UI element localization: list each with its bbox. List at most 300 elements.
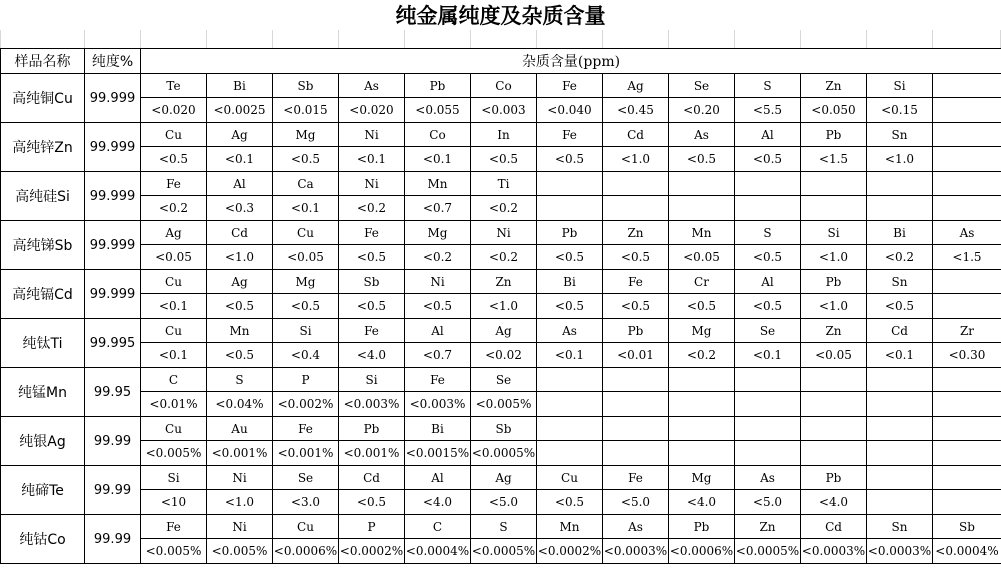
sample-row xyxy=(1,74,1001,98)
impurity-value-cell[interactable]: <0.5 xyxy=(735,147,801,172)
element-cell[interactable] xyxy=(669,172,735,196)
element-cell[interactable]: Pb xyxy=(603,319,669,343)
impurity-value-cell[interactable]: <0.001% xyxy=(339,441,405,466)
element-cell[interactable] xyxy=(537,417,603,441)
impurity-value-cell[interactable] xyxy=(735,392,801,417)
impurity-value-cell[interactable] xyxy=(933,490,1001,515)
impurity-value-cell[interactable]: <0.2 xyxy=(405,245,471,270)
impurity-value-cell[interactable]: <0.001% xyxy=(207,441,273,466)
impurity-value-cell[interactable]: <0.0005% xyxy=(735,539,801,564)
element-cell[interactable]: Fe xyxy=(141,515,207,539)
element-cell[interactable] xyxy=(933,270,1001,294)
impurity-value-cell[interactable]: <0.5 xyxy=(537,490,603,515)
value-row xyxy=(1,98,1001,123)
impurity-value-cell[interactable]: <0.1 xyxy=(537,343,603,368)
impurity-value-cell[interactable]: <1.0 xyxy=(207,490,273,515)
sample-name-cell[interactable]: 纯钛Ti xyxy=(1,319,85,368)
element-cell[interactable]: Fe xyxy=(405,368,471,392)
element-cell[interactable]: Zn xyxy=(603,221,669,245)
element-cell[interactable]: Sn xyxy=(867,270,933,294)
impurity-value-cell[interactable] xyxy=(669,196,735,221)
impurity-value-cell[interactable] xyxy=(537,441,603,466)
impurity-value-cell[interactable] xyxy=(933,441,1001,466)
value-row xyxy=(1,343,1001,368)
impurity-value-cell[interactable]: <0.5 xyxy=(471,147,537,172)
element-cell[interactable]: As xyxy=(735,466,801,490)
impurity-value-cell[interactable] xyxy=(669,392,735,417)
element-cell[interactable] xyxy=(933,417,1001,441)
element-cell[interactable]: Sb xyxy=(273,74,339,98)
element-cell[interactable]: Bi xyxy=(537,270,603,294)
element-cell[interactable]: Fe xyxy=(339,319,405,343)
element-cell[interactable] xyxy=(867,417,933,441)
impurity-value-cell[interactable] xyxy=(801,196,867,221)
purity-cell[interactable]: 99.999 xyxy=(85,221,141,270)
element-cell[interactable]: Se xyxy=(735,319,801,343)
impurity-value-cell[interactable]: <0.5 xyxy=(207,343,273,368)
impurity-value-cell[interactable] xyxy=(867,441,933,466)
impurity-value-cell[interactable]: <1.0 xyxy=(471,294,537,319)
impurity-value-cell[interactable]: <0.5 xyxy=(339,245,405,270)
impurity-value-cell[interactable]: <0.5 xyxy=(273,147,339,172)
element-cell[interactable] xyxy=(933,74,1001,98)
element-cell[interactable]: Ni xyxy=(207,466,273,490)
purity-cell[interactable]: 99.999 xyxy=(85,172,141,221)
sample-row xyxy=(1,466,1001,490)
impurity-value-cell[interactable]: <0.1 xyxy=(735,343,801,368)
element-cell[interactable] xyxy=(933,123,1001,147)
impurity-value-cell[interactable]: <0.1 xyxy=(867,343,933,368)
impurity-value-cell[interactable]: <0.5 xyxy=(537,147,603,172)
purity-header[interactable]: 纯度% xyxy=(85,49,141,74)
impurity-value-cell[interactable] xyxy=(735,196,801,221)
impurity-value-cell[interactable]: <0.0003% xyxy=(603,539,669,564)
impurity-value-cell[interactable]: <0.2 xyxy=(141,196,207,221)
element-cell[interactable]: Cu xyxy=(141,123,207,147)
impurity-value-cell[interactable] xyxy=(801,441,867,466)
element-cell[interactable] xyxy=(537,172,603,196)
element-cell[interactable]: Pb xyxy=(801,123,867,147)
element-cell[interactable] xyxy=(603,172,669,196)
element-cell[interactable]: Cu xyxy=(273,515,339,539)
impurity-value-cell[interactable]: <1.0 xyxy=(867,147,933,172)
impurity-value-cell[interactable]: <0.003 xyxy=(471,98,537,123)
element-cell[interactable]: Fe xyxy=(339,221,405,245)
element-cell[interactable]: Co xyxy=(405,123,471,147)
impurity-value-cell[interactable]: <0.0025 xyxy=(207,98,273,123)
sample-name-cell[interactable]: 纯银Ag xyxy=(1,417,85,466)
element-cell[interactable]: Cr xyxy=(669,270,735,294)
element-cell[interactable]: C xyxy=(141,368,207,392)
impurity-value-cell[interactable]: <0.0002% xyxy=(339,539,405,564)
element-cell[interactable]: Ni xyxy=(405,270,471,294)
impurity-value-cell[interactable]: <0.001% xyxy=(273,441,339,466)
element-cell[interactable]: Te xyxy=(141,74,207,98)
element-cell[interactable]: Ag xyxy=(207,123,273,147)
impurity-value-cell[interactable]: <0.020 xyxy=(339,98,405,123)
element-cell[interactable]: Cu xyxy=(141,319,207,343)
impurity-value-cell[interactable]: <0.0005% xyxy=(471,441,537,466)
impurity-value-cell[interactable]: <0.15 xyxy=(867,98,933,123)
impurity-value-cell[interactable] xyxy=(933,294,1001,319)
impurity-value-cell[interactable]: <0.5 xyxy=(669,294,735,319)
element-cell[interactable]: Au xyxy=(207,417,273,441)
element-cell[interactable]: Mg xyxy=(273,270,339,294)
impurity-value-cell[interactable]: <0.2 xyxy=(471,196,537,221)
element-cell[interactable]: As xyxy=(537,319,603,343)
impurity-value-cell[interactable]: <0.050 xyxy=(801,98,867,123)
element-cell[interactable]: Mg xyxy=(405,221,471,245)
element-cell[interactable]: P xyxy=(339,515,405,539)
impurity-value-cell[interactable]: <0.04% xyxy=(207,392,273,417)
element-cell[interactable]: Zn xyxy=(735,515,801,539)
element-cell[interactable] xyxy=(933,368,1001,392)
purity-cell[interactable]: 99.999 xyxy=(85,123,141,172)
impurity-value-cell[interactable]: <4.0 xyxy=(339,343,405,368)
impurity-value-cell[interactable]: <0.005% xyxy=(207,539,273,564)
impurity-value-cell[interactable] xyxy=(867,196,933,221)
element-cell[interactable]: Cd xyxy=(603,123,669,147)
impurity-value-cell[interactable] xyxy=(933,392,1001,417)
element-cell[interactable]: Pb xyxy=(405,74,471,98)
element-cell[interactable]: Al xyxy=(405,466,471,490)
sample-row xyxy=(1,221,1001,245)
element-cell[interactable] xyxy=(933,172,1001,196)
element-cell[interactable] xyxy=(735,368,801,392)
sample-name-cell[interactable]: 纯碲Te xyxy=(1,466,85,515)
element-cell[interactable]: Se xyxy=(273,466,339,490)
element-cell[interactable] xyxy=(867,172,933,196)
impurity-value-cell[interactable]: <0.0006% xyxy=(669,539,735,564)
impurity-value-cell[interactable]: <0.5 xyxy=(207,294,273,319)
impurity-value-cell[interactable]: <0.5 xyxy=(537,294,603,319)
impurity-value-cell[interactable]: <0.2 xyxy=(471,245,537,270)
impurity-value-cell[interactable] xyxy=(537,196,603,221)
element-cell[interactable] xyxy=(669,417,735,441)
impurity-value-cell[interactable]: <4.0 xyxy=(801,490,867,515)
element-cell[interactable] xyxy=(801,172,867,196)
element-cell[interactable]: Cd xyxy=(801,515,867,539)
impurity-value-cell[interactable]: <0.1 xyxy=(141,343,207,368)
impurity-value-cell[interactable]: <1.5 xyxy=(933,245,1001,270)
element-cell[interactable]: Sb xyxy=(339,270,405,294)
impurity-value-cell[interactable]: <0.1 xyxy=(207,147,273,172)
impurity-value-cell[interactable]: <0.2 xyxy=(669,343,735,368)
impurity-value-cell[interactable]: <0.05 xyxy=(141,245,207,270)
impurity-value-cell[interactable] xyxy=(537,392,603,417)
element-cell[interactable]: Fe xyxy=(537,74,603,98)
element-cell[interactable]: Mn xyxy=(669,221,735,245)
impurity-value-cell[interactable]: <0.5 xyxy=(603,294,669,319)
impurity-value-cell[interactable] xyxy=(867,490,933,515)
element-cell[interactable]: As xyxy=(669,123,735,147)
impurity-value-cell[interactable] xyxy=(933,147,1001,172)
impurity-value-cell[interactable]: <0.040 xyxy=(537,98,603,123)
impurity-value-cell[interactable]: <0.1 xyxy=(141,294,207,319)
element-cell[interactable]: P xyxy=(273,368,339,392)
element-cell[interactable]: Cd xyxy=(339,466,405,490)
element-cell[interactable]: Cu xyxy=(273,221,339,245)
sample-name-cell[interactable]: 纯锰Mn xyxy=(1,368,85,417)
element-cell[interactable]: Mg xyxy=(273,123,339,147)
value-row xyxy=(1,245,1001,270)
element-cell[interactable]: Ni xyxy=(471,221,537,245)
element-cell[interactable]: Cd xyxy=(867,319,933,343)
element-cell[interactable]: Ni xyxy=(339,172,405,196)
header-row xyxy=(1,49,1001,74)
impurity-value-cell[interactable]: <0.5 xyxy=(735,245,801,270)
impurity-value-cell[interactable]: <0.003% xyxy=(339,392,405,417)
element-cell[interactable] xyxy=(933,466,1001,490)
impurity-value-cell[interactable]: <0.005% xyxy=(141,441,207,466)
element-cell[interactable]: Si xyxy=(141,466,207,490)
impurity-value-cell[interactable]: <0.0003% xyxy=(867,539,933,564)
element-cell[interactable]: Pb xyxy=(339,417,405,441)
impurity-value-cell[interactable] xyxy=(603,441,669,466)
impurity-value-cell[interactable]: <0.003% xyxy=(405,392,471,417)
element-cell[interactable]: As xyxy=(603,515,669,539)
impurity-value-cell[interactable]: <0.5 xyxy=(735,294,801,319)
impurity-value-cell[interactable]: <0.5 xyxy=(537,245,603,270)
value-row xyxy=(1,441,1001,466)
element-cell[interactable]: Zr xyxy=(933,319,1001,343)
element-cell[interactable]: C xyxy=(405,515,471,539)
sample-row xyxy=(1,515,1001,539)
element-cell[interactable] xyxy=(801,368,867,392)
impurity-value-cell[interactable]: <0.005% xyxy=(141,539,207,564)
sample-row xyxy=(1,270,1001,294)
element-cell[interactable] xyxy=(735,172,801,196)
impurity-value-cell[interactable]: <1.0 xyxy=(801,294,867,319)
element-cell[interactable]: Si xyxy=(273,319,339,343)
impurity-value-cell[interactable]: <1.0 xyxy=(207,245,273,270)
impurity-value-cell[interactable]: <4.0 xyxy=(669,490,735,515)
impurity-value-cell[interactable] xyxy=(867,392,933,417)
impurity-value-cell[interactable]: <0.002% xyxy=(273,392,339,417)
sample-row xyxy=(1,417,1001,441)
impurity-value-cell[interactable]: <0.1 xyxy=(405,147,471,172)
impurity-value-cell[interactable]: <1.0 xyxy=(603,147,669,172)
element-cell[interactable]: Ag xyxy=(207,270,273,294)
element-cell[interactable]: Ag xyxy=(141,221,207,245)
element-cell[interactable]: Si xyxy=(339,368,405,392)
element-cell[interactable] xyxy=(603,368,669,392)
element-cell[interactable]: Bi xyxy=(867,221,933,245)
element-cell[interactable]: S xyxy=(207,368,273,392)
element-cell[interactable]: Pb xyxy=(669,515,735,539)
element-cell[interactable]: Zn xyxy=(801,74,867,98)
impurity-value-cell[interactable] xyxy=(603,392,669,417)
sample-name-header[interactable]: 样品名称 xyxy=(1,49,85,74)
purity-cell[interactable]: 99.999 xyxy=(85,270,141,319)
impurity-value-cell[interactable]: <0.1 xyxy=(273,196,339,221)
impurity-value-cell[interactable] xyxy=(933,98,1001,123)
impurity-value-cell[interactable]: <5.0 xyxy=(735,490,801,515)
impurity-value-cell[interactable] xyxy=(735,441,801,466)
impurity-value-cell[interactable]: <0.5 xyxy=(405,294,471,319)
impurity-value-cell[interactable]: <0.2 xyxy=(867,245,933,270)
element-cell[interactable] xyxy=(669,368,735,392)
element-cell[interactable]: Si xyxy=(867,74,933,98)
element-cell[interactable]: Zn xyxy=(801,319,867,343)
impurity-value-cell[interactable]: <0.7 xyxy=(405,343,471,368)
impurity-value-cell[interactable]: <0.1 xyxy=(339,147,405,172)
element-cell[interactable]: Fe xyxy=(537,123,603,147)
impurity-value-cell[interactable]: <10 xyxy=(141,490,207,515)
impurity-value-cell[interactable]: <0.0004% xyxy=(405,539,471,564)
element-cell[interactable]: Zn xyxy=(471,270,537,294)
empty-grid-row xyxy=(0,30,1001,48)
impurity-value-cell[interactable]: <0.02 xyxy=(471,343,537,368)
impurity-header[interactable]: 杂质含量(ppm) xyxy=(141,49,1001,74)
impurity-value-cell[interactable]: <1.5 xyxy=(801,147,867,172)
purity-cell[interactable]: 99.99 xyxy=(85,466,141,515)
impurity-value-cell[interactable]: <1.0 xyxy=(801,245,867,270)
impurity-value-cell[interactable]: <0.20 xyxy=(669,98,735,123)
element-cell[interactable]: Bi xyxy=(405,417,471,441)
element-cell[interactable]: Sb xyxy=(471,417,537,441)
element-cell[interactable]: Sn xyxy=(867,515,933,539)
impurity-value-cell[interactable]: <0.5 xyxy=(669,147,735,172)
element-cell[interactable]: Pb xyxy=(537,221,603,245)
impurity-value-cell[interactable]: <0.5 xyxy=(141,147,207,172)
impurity-value-cell[interactable]: <0.3 xyxy=(207,196,273,221)
element-cell[interactable]: Ni xyxy=(339,123,405,147)
impurity-value-cell[interactable]: <0.01% xyxy=(141,392,207,417)
impurity-value-cell[interactable]: <0.055 xyxy=(405,98,471,123)
purity-cell[interactable]: 99.995 xyxy=(85,319,141,368)
element-cell[interactable]: Cd xyxy=(207,221,273,245)
value-row xyxy=(1,539,1001,564)
element-cell[interactable] xyxy=(735,417,801,441)
purity-cell[interactable]: 99.999 xyxy=(85,74,141,123)
element-cell[interactable]: Mg xyxy=(669,319,735,343)
element-cell[interactable]: Al xyxy=(207,172,273,196)
element-cell[interactable]: Ni xyxy=(207,515,273,539)
sample-row xyxy=(1,172,1001,196)
element-cell[interactable]: Cu xyxy=(141,417,207,441)
impurity-value-cell[interactable]: <0.0002% xyxy=(537,539,603,564)
purity-cell[interactable]: 99.95 xyxy=(85,368,141,417)
impurity-value-cell[interactable] xyxy=(801,392,867,417)
impurity-value-cell[interactable]: <0.30 xyxy=(933,343,1001,368)
element-cell[interactable]: S xyxy=(471,515,537,539)
impurity-value-cell[interactable]: <0.5 xyxy=(339,490,405,515)
element-cell[interactable]: Co xyxy=(471,74,537,98)
element-cell[interactable]: Al xyxy=(735,123,801,147)
impurity-table xyxy=(0,48,1001,564)
element-cell[interactable]: Ti xyxy=(471,172,537,196)
element-cell[interactable]: As xyxy=(339,74,405,98)
element-cell[interactable]: Pb xyxy=(801,466,867,490)
element-cell[interactable]: Ag xyxy=(471,319,537,343)
element-cell[interactable]: Fe xyxy=(273,417,339,441)
element-cell[interactable] xyxy=(603,417,669,441)
impurity-value-cell[interactable]: <0.45 xyxy=(603,98,669,123)
purity-cell[interactable]: 99.99 xyxy=(85,417,141,466)
element-cell[interactable]: Si xyxy=(801,221,867,245)
sample-name-cell[interactable]: 纯钴Co xyxy=(1,515,85,564)
impurity-value-cell[interactable]: <3.0 xyxy=(273,490,339,515)
impurity-value-cell[interactable]: <0.5 xyxy=(339,294,405,319)
element-cell[interactable]: Ag xyxy=(603,74,669,98)
element-cell[interactable] xyxy=(867,368,933,392)
impurity-value-cell[interactable] xyxy=(603,196,669,221)
impurity-value-cell[interactable]: <4.0 xyxy=(405,490,471,515)
element-cell[interactable]: In xyxy=(471,123,537,147)
impurity-value-cell[interactable]: <0.0003% xyxy=(801,539,867,564)
impurity-value-cell[interactable]: <0.0004% xyxy=(933,539,1001,564)
element-cell[interactable]: Mn xyxy=(537,515,603,539)
impurity-value-cell[interactable]: <0.2 xyxy=(339,196,405,221)
sample-name-cell[interactable]: 高纯硅Si xyxy=(1,172,85,221)
element-cell[interactable]: Cu xyxy=(141,270,207,294)
impurity-value-cell[interactable]: <0.5 xyxy=(603,245,669,270)
impurity-value-cell[interactable]: <0.05 xyxy=(801,343,867,368)
purity-cell[interactable]: 99.99 xyxy=(85,515,141,564)
sample-name-cell[interactable]: 高纯铜Cu xyxy=(1,74,85,123)
element-cell[interactable]: Fe xyxy=(141,172,207,196)
element-cell[interactable] xyxy=(867,466,933,490)
value-row xyxy=(1,147,1001,172)
element-cell[interactable]: Sb xyxy=(933,515,1001,539)
impurity-value-cell[interactable]: <0.020 xyxy=(141,98,207,123)
impurity-value-cell[interactable]: <0.5 xyxy=(867,294,933,319)
impurity-value-cell[interactable]: <0.0015% xyxy=(405,441,471,466)
impurity-value-cell[interactable]: <5.0 xyxy=(603,490,669,515)
impurity-value-cell[interactable]: <0.0005% xyxy=(471,539,537,564)
element-cell[interactable]: Fe xyxy=(603,270,669,294)
sample-name-cell[interactable]: 高纯锌Zn xyxy=(1,123,85,172)
sample-name-cell[interactable]: 高纯镉Cd xyxy=(1,270,85,319)
element-cell[interactable]: Sn xyxy=(867,123,933,147)
impurity-value-cell[interactable]: <0.015 xyxy=(273,98,339,123)
element-cell[interactable]: Ca xyxy=(273,172,339,196)
element-cell[interactable] xyxy=(537,368,603,392)
sample-row xyxy=(1,123,1001,147)
element-cell[interactable]: Fe xyxy=(603,466,669,490)
element-cell[interactable]: Al xyxy=(405,319,471,343)
impurity-value-cell[interactable]: <0.0006% xyxy=(273,539,339,564)
element-cell[interactable]: Pb xyxy=(801,270,867,294)
impurity-value-cell[interactable]: <5.0 xyxy=(471,490,537,515)
impurity-value-cell[interactable] xyxy=(669,441,735,466)
impurity-value-cell[interactable]: <0.4 xyxy=(273,343,339,368)
element-cell[interactable]: Bi xyxy=(207,74,273,98)
impurity-value-cell[interactable]: <0.01 xyxy=(603,343,669,368)
element-cell[interactable] xyxy=(801,417,867,441)
impurity-value-cell[interactable]: <0.05 xyxy=(669,245,735,270)
element-cell[interactable]: Mg xyxy=(669,466,735,490)
element-cell[interactable]: Mn xyxy=(207,319,273,343)
element-cell[interactable]: S xyxy=(735,221,801,245)
element-cell[interactable]: Ag xyxy=(471,466,537,490)
impurity-value-cell[interactable]: <0.5 xyxy=(273,294,339,319)
element-cell[interactable]: S xyxy=(735,74,801,98)
element-cell[interactable]: Se xyxy=(471,368,537,392)
element-cell[interactable]: Cu xyxy=(537,466,603,490)
element-cell[interactable]: Se xyxy=(669,74,735,98)
element-cell[interactable]: Mn xyxy=(405,172,471,196)
sample-name-cell[interactable]: 高纯锑Sb xyxy=(1,221,85,270)
impurity-value-cell[interactable]: <0.7 xyxy=(405,196,471,221)
impurity-value-cell[interactable]: <5.5 xyxy=(735,98,801,123)
impurity-value-cell[interactable]: <0.005% xyxy=(471,392,537,417)
impurity-value-cell[interactable]: <0.05 xyxy=(273,245,339,270)
impurity-value-cell[interactable] xyxy=(933,196,1001,221)
element-cell[interactable]: As xyxy=(933,221,1001,245)
element-cell[interactable]: Al xyxy=(735,270,801,294)
